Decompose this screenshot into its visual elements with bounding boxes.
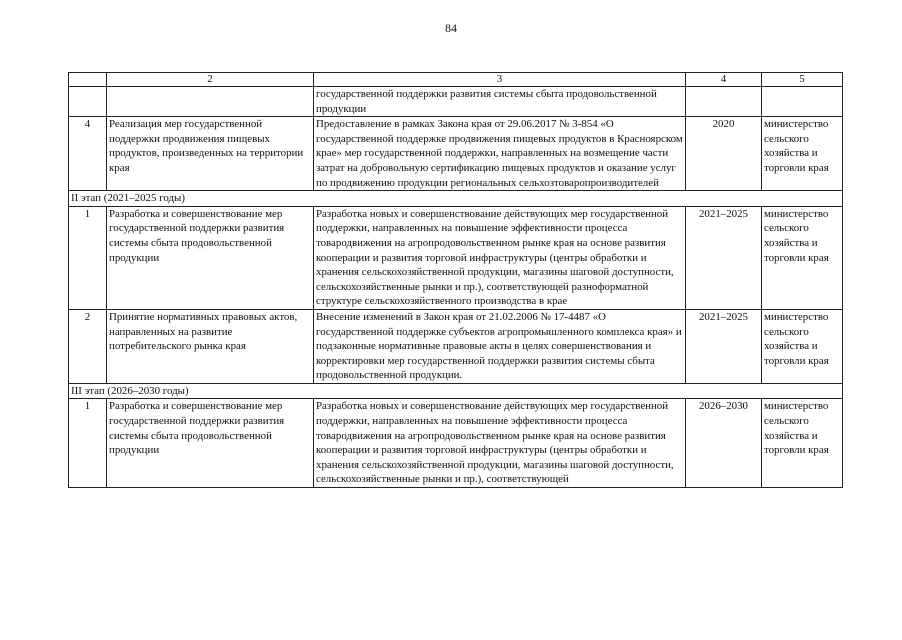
row-number: 1 [69, 399, 107, 488]
measure-description: государственной поддержки развития системы сбыта продовольственной продукции [314, 87, 686, 117]
responsible-executor: министерство сельского хозяйства и торговли края [762, 206, 843, 309]
table-row [69, 309, 843, 383]
column-number-1 [69, 73, 107, 87]
column-number-5: 5 [762, 73, 843, 87]
page-number: 84 [445, 21, 457, 35]
table-row [69, 87, 843, 117]
measure-title [107, 87, 314, 117]
page-bottom-margin [60, 564, 860, 640]
measures-table [68, 72, 843, 488]
responsible-executor: министерство сельского хозяйства и торговли края [762, 309, 843, 383]
measure-description: Разработка новых и совершенствование действующих мер государственной поддержки, направленных на повышение эффективности процесса товародвижения на агропродовольственном рынке края на основе развития кооперации и развития торговой инфраструктуры (центры обработки и хранения сельскохозяйственной продукции, магазины шаговой доступности, сельскохозяйственные рынки и пр.), соответствующей разноформатной структуре сельскохозяйственного производства в крае [314, 206, 686, 309]
column-number-row [69, 73, 843, 87]
measure-title: Принятие нормативных правовых актов, направленных на развитие потребительского рынка края [107, 309, 314, 383]
table-row [69, 399, 843, 488]
column-number-3: 3 [314, 73, 686, 87]
measure-period: 2026–2030 [686, 399, 762, 488]
responsible-executor [762, 87, 843, 117]
table-row [69, 206, 843, 309]
measure-title: Реализация мер государственной поддержки продвижения пищевых продуктов, произведенных на территории края [107, 117, 314, 191]
row-number: 1 [69, 206, 107, 309]
measure-description: Внесение изменений в Закон края от 21.02.2006 № 17-4487 «О государственной поддержке субъектов агропромышленного комплекса края» и подзаконные нормативные правовые акты в целях совершенствования и корректировки мер государственной поддержки развития системы сбыта продовольственной продукции. [314, 309, 686, 383]
measure-period: 2021–2025 [686, 309, 762, 383]
measure-description: Предоставление в рамках Закона края от 29.06.2017 № 3-854 «О государственной поддержке продвижения пищевых продуктов в Красноярском крае» мер государственной поддержки, направленных на возмещение части затрат на добровольную сертификацию пищевых продуктов и оказание услуг по продвижению продукции региональных сельхозтоваропроизводителей [314, 117, 686, 191]
measure-title: Разработка и совершенствование мер государственной поддержки развития системы сбыта продовольственной продукции [107, 206, 314, 309]
column-number-2: 2 [107, 73, 314, 87]
row-number [69, 87, 107, 117]
measure-title: Разработка и совершенствование мер государственной поддержки развития системы сбыта продовольственной продукции [107, 399, 314, 488]
column-number-4: 4 [686, 73, 762, 87]
stage-2-label: II этап (2021–2025 годы) [69, 191, 843, 207]
row-number: 2 [69, 309, 107, 383]
measure-period: 2020 [686, 117, 762, 191]
table-row [69, 117, 843, 191]
responsible-executor: министерство сельского хозяйства и торговли края [762, 399, 843, 488]
stage-header-row [69, 383, 843, 399]
measure-description: Разработка новых и совершенствование действующих мер государственной поддержки, направленных на повышение эффективности процесса товародвижения на агропродовольственном рынке края на основе развития кооперации и развития торговой инфраструктуры (центры обработки и хранения сельскохозяйственной продукции, магазины шаговой доступности, сельскохозяйственные рынки и пр.), соответствующей [314, 399, 686, 488]
responsible-executor: министерство сельского хозяйства и торговли края [762, 117, 843, 191]
measure-period [686, 87, 762, 117]
stage-3-label: III этап (2026–2030 годы) [69, 383, 843, 399]
measure-period: 2021–2025 [686, 206, 762, 309]
stage-header-row [69, 191, 843, 207]
row-number: 4 [69, 117, 107, 191]
